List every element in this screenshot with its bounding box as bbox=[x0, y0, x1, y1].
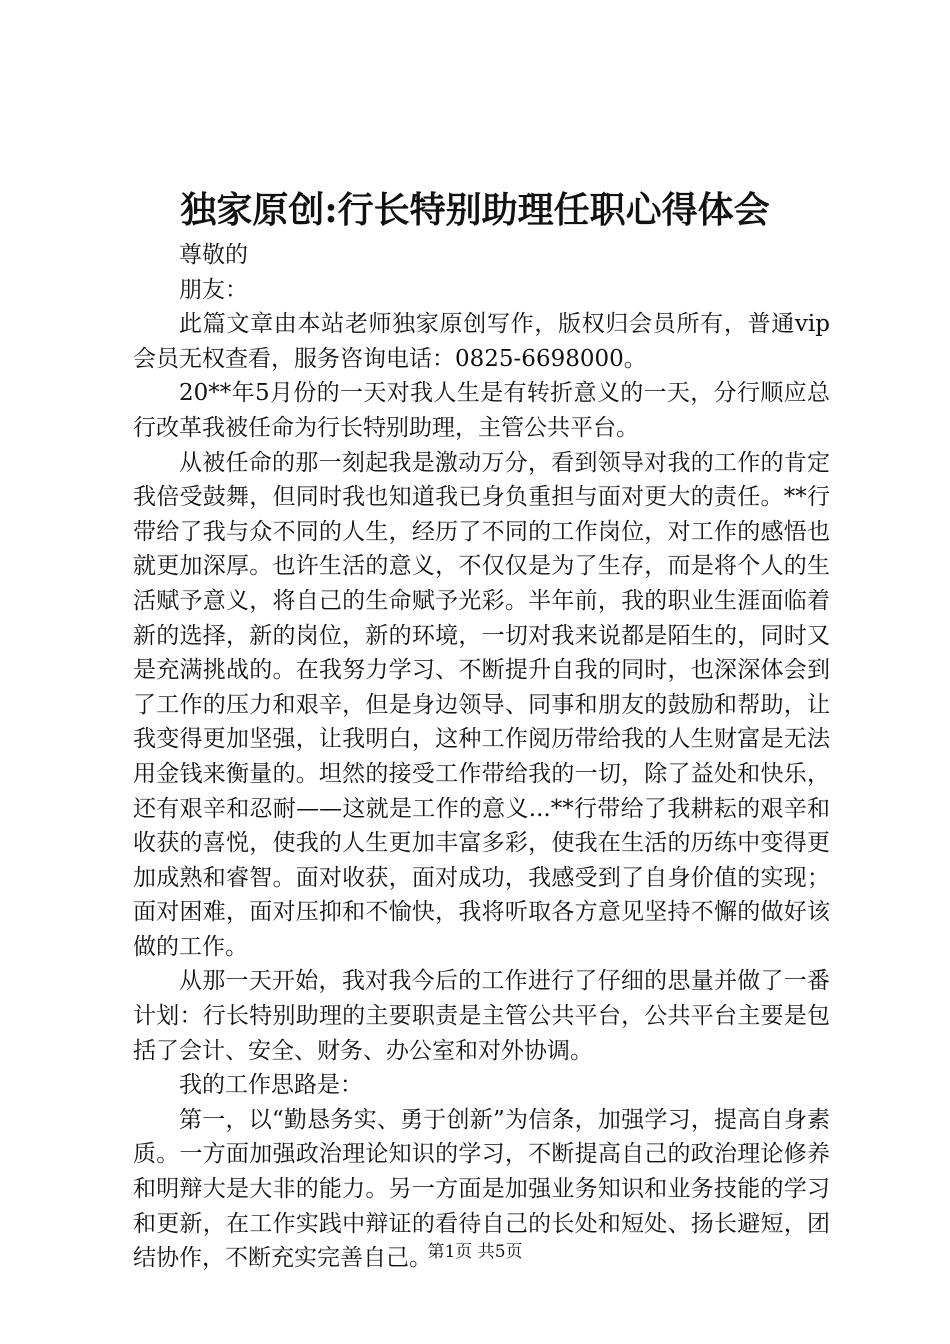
body-paragraph: 从那一天开始，我对我今后的工作进行了仔细的思量并做了一番计划：行长特别助理的主要职责是主管公共平台，公共平台主要是包括了会计、安全、财务、办公室和对外协调。 bbox=[133, 968, 830, 1064]
body-paragraph: 从被任命的那一刻起我是激动万分，看到领导对我的工作的肯定我倍受鼓舞，但同时我也知道我已身负重担与面对更大的责任。**行带给了我与众不同的人生，经历了不同的工作岗位，对工作的感悟也就更加深厚。也许生活的意义，不仅仅是为了生存，而是将个人的生活赋予意义，将自己的生命赋予光彩。半年前，我的职业生涯面临着新的选择，新的岗位，新的环境，一切对我来说都是陌生的，同时又是充满挑战的。在我努力学习、不断提升自我的同时，也深深体会到了工作的压力和艰辛，但是身边领导、同事和朋友的鼓励和帮助，让我变得更加坚强，让我明白，这种工作阅历带给我的人生财富是无法用金钱来衡量的。坦然的接受工作带给我的一切，除了益处和快乐，还有艰辛和忍耐——这就是工作的意义...**行带给了我耕耘的艰辛和收获的喜悦，使我的人生更加丰富多彩，使我在生活的历练中变得更加成熟和睿智。面对收获，面对成功，我感受到了自身价值的实现；面对困难，面对压抑和不愉快，我将听取各方意见坚持不懈的做好该做的工作。 bbox=[133, 449, 830, 960]
body-paragraph: 20**年5月份的一天对我人生是有转折意义的一天，分行顺应总行改革我被任命为行长特别助理，主管公共平台。 bbox=[133, 380, 830, 441]
copyright-notice-paragraph: 此篇文章由本站老师独家原创写作，版权归会员所有，普通vip会员无权查看，服务咨询电话：0825-6698000。 bbox=[133, 311, 830, 372]
body-paragraph: 第一，以“勤恳务实、勇于创新”为信条，加强学习，提高自身素质。一方面加强政治理论知识的学习，不断提高自己的政治理论修养和明辩大是大非的能力。另一方面是加强业务知识和业务技能的学习和更新，在工作实践中辩证的看待自己的长处和短处、扬长避短，团结协作，不断充实完善自己。 bbox=[133, 1106, 830, 1272]
salutation-line-2: 朋友： bbox=[179, 276, 248, 303]
document-body bbox=[133, 238, 830, 1276]
document-title: 独家原创:行长特别助理任职心得体会 bbox=[180, 189, 770, 231]
body-paragraph: 我的工作思路是： bbox=[179, 1072, 363, 1099]
page-indicator: 第1页 共5页 bbox=[427, 1242, 523, 1262]
salutation-line-1: 尊敬的 bbox=[179, 242, 248, 268]
